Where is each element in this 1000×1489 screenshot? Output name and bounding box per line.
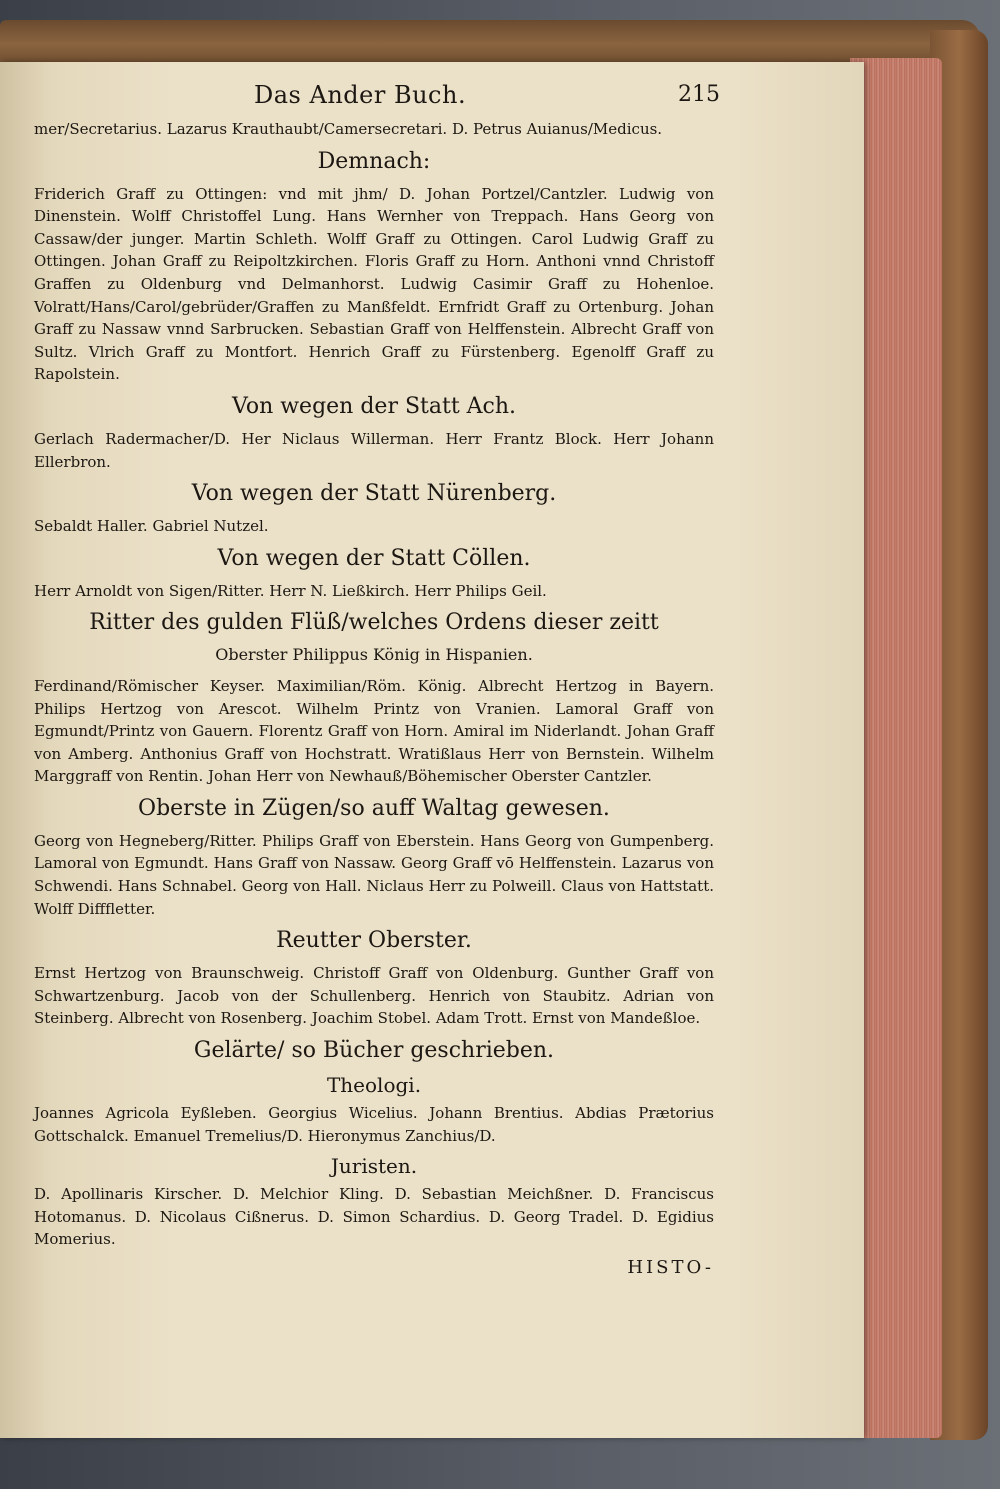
section-subheading-ritter: Oberster Philippus König in Hispanien. <box>215 645 533 665</box>
section-subheading-theologi: Theologi. <box>326 1073 422 1098</box>
section-heading-juristen: Juristen. <box>330 1154 418 1179</box>
section-text-ach: Gerlach Radermacher/D. Her Niclaus Willerman. Herr Frantz Block. Herr Johann Ellerbron. <box>34 429 714 471</box>
section-text-ritter: Ferdinand/Römischer Keyser. Maximilian/Röm. König. Albrecht Hertzog in Bayern. Philips Hertzog von Arescot. Wilhelm Printz von Vranien. Lamoral Graff von Egmundt/Printz von Gauern. Florentz Graff von Horn. Amiral im Niderlandt. Johan Graff von Amberg. Anthonius Graff von Hochstratt. Wratißlaus Herr von Bernstein. Wilhelm Marggraff von Rentin. Johan Herr von Newhauß/Böhemischer Oberster Cantzler. <box>34 676 714 786</box>
section-heading-gelarte: Gelärte/ so Bücher geschrieben. <box>193 1038 555 1064</box>
section-text-juristen: D. Apollinaris Kirscher. D. Melchior Kling. D. Sebastian Meichßner. D. Franciscus Hotomanus. D. Nicolaus Cißnerus. D. Simon Schardius. D. Georg Tradel. D. Egidius Momerius. <box>34 1185 714 1249</box>
section-heading-collen: Von wegen der Statt Cöllen. <box>217 545 531 571</box>
page-header <box>34 81 720 114</box>
section-text-demnach: Friderich Graff zu Ottingen: vnd mit jhm/ D. Johan Portzel/Cantzler. Ludwig von Dinenstein. Wolff Christoffel Lung. Hans Wernher von Treppach. Hans Georg von Cassaw/der junger. Martin Schleth. Wolff Graff zu Ottingen. Carol Ludwig Graff zu Ottingen. Johan Graff zu Reipoltzkirchen. Floris Graff zu Horn. Anthoni vnnd Christoff Graffen zu Oldenburg vnd Delmanhorst. Ludwig Casimir Graff zu Hohenloe. Volratt/Hans/Carol/gebrüder/Graffen zu Manßfeldt. Ernfridt Graff zu Ortenburg. Johan Graff zu Nassaw vnnd Sarbrucken. Sebastian Graff von Helffenstein. Albrecht Graff von Sultz. Vlrich Graff zu Montfort. Henrich Graff zu Fürstenberg. Egenolff Graff zu Rapolstein. <box>34 184 714 384</box>
section-text-nurenberg: Sebaldt Haller. Gabriel Nutzel. <box>34 517 269 536</box>
section-heading-ritter: Ritter des gulden Flüß/welches Ordens dieser zeitt <box>89 610 659 636</box>
running-title: Das Ander Buch. <box>254 81 467 109</box>
catchword: HISTO- <box>627 1257 714 1278</box>
section-heading-demnach: Demnach: <box>317 148 431 174</box>
section-text-reutter: Ernst Hertzog von Braunschweig. Christoff Graff von Oldenburg. Gunther Graff von Schwartzenburg. Jacob von der Schullenberg. Henrich von Staubitz. Adrian von Steinberg. Albrecht von Rosenberg. Joachim Stobel. Adam Trott. Ernst von Mandeßloe. <box>34 964 714 1028</box>
section-heading-nurenberg: Von wegen der Statt Nürenberg. <box>191 481 557 507</box>
page-number: 215 <box>678 82 720 107</box>
section-text-oberste: Georg von Hegneberg/Ritter. Philips Graff von Eberstein. Hans Georg von Gumpenberg. Lamoral von Egmundt. Hans Graff von Nassaw. Georg Graff vō Helffenstein. Lazarus von Schwendi. Hans Schnabel. Georg von Hall. Niclaus Herr zu Polweill. Claus von Hattstatt. Wolff Difffletter. <box>34 831 714 918</box>
section-heading-ach: Von wegen der Statt Ach. <box>231 393 517 419</box>
page-content <box>34 81 720 1280</box>
section-heading-reutter: Reutter Oberster. <box>276 928 472 954</box>
intro-paragraph: mer/Secretarius. Lazarus Krauthaubt/Camersecretari. D. Petrus Auianus/Medicus. <box>34 120 663 138</box>
section-text-theologi: Joannes Agricola Eyßleben. Georgius Wicelius. Johann Brentius. Abdias Prætorius Gottschalck. Emanuel Tremelius/D. Hieronymus Zanchius/D. <box>34 1104 714 1145</box>
section-text-collen: Herr Arnoldt von Sigen/Ritter. Herr N. Ließkirch. Herr Philips Geil. <box>34 581 547 600</box>
section-heading-oberste: Oberste in Zügen/so auff Waltag gewesen. <box>138 795 610 821</box>
